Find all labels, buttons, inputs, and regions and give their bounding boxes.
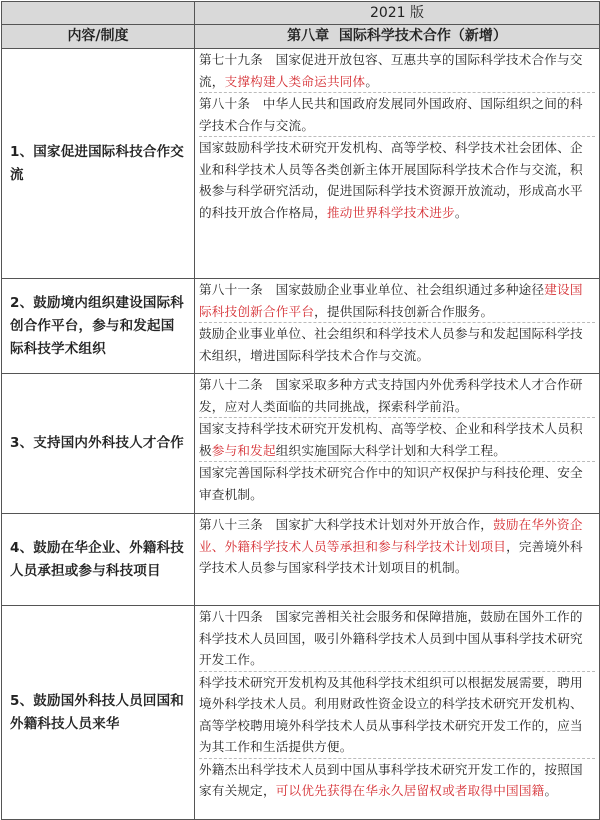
article-paragraph: 第八十条 中华人民共和国政府发展同外国政府、国际组织之间的科学技术合作与交流。 (199, 92, 595, 136)
table-row (2, 514, 600, 606)
article-paragraph (199, 279, 595, 322)
text-span: 组织实施国际大科学计划和大科学工程。 (275, 442, 507, 458)
comparison-table (1, 1, 600, 820)
version-header-row (2, 2, 600, 25)
article-paragraph (199, 758, 595, 802)
row-content (195, 606, 600, 820)
row-title: 3、支持国内外科技人才合作 (2, 374, 195, 514)
column-header-right: 第八章 国际科学技术合作（新增） (195, 25, 600, 49)
article-paragraph: 第八十四条 国家完善相关社会服务和保障措施，鼓励在国外工作的科学技术人员回国，吸引外籍科学技术人员到中国从事科学技术研究开发工作。 (199, 609, 583, 667)
table-row (2, 374, 600, 514)
table-row (2, 279, 600, 374)
row-title: 2、鼓励境内组织建设国际科创合作平台，参与和发起国际科技学术组织 (2, 279, 195, 374)
highlight-text: 推动世界科学技术进步 (326, 204, 455, 220)
table-row (2, 606, 600, 820)
article-paragraph (199, 49, 595, 92)
text-span: ，提供国际科技创新合作服务。 (314, 303, 494, 319)
highlight-text: 建设国际科技创新合作平台 (199, 282, 583, 319)
row-title: 1、国家促进国际科技合作交流 (2, 49, 195, 279)
version-label: 2021 版 (195, 2, 600, 25)
article-paragraph (199, 136, 595, 223)
highlight-text: 参与和发起 (211, 442, 276, 458)
text-span: 第七十九条 国家促进开放包容、互惠共享的国际科学技术合作与交流， (199, 52, 583, 89)
article-paragraph (199, 514, 595, 579)
text-span: 外籍杰出科学技术人员到中国从事科学技术研究开发工作的，按照国家有关规定， (199, 761, 583, 798)
version-header-empty (2, 2, 195, 25)
text-span: 。 (544, 783, 558, 798)
column-header-row (2, 25, 600, 49)
article-paragraph: 科学技术研究开发机构及其他科学技术组织可以根据发展需要，聘用境外科学技术人员。利用财政性资金设立的科学技术研究开发机构、高等学校聘用境外科学技术人员从事科学技术研究开发工作的，应当为其工作和生活提供方便。 (199, 671, 595, 758)
text-span: 第八十一条 国家鼓励企业事业单位、社会组织通过多种途径 (199, 282, 545, 297)
article-paragraph: 第八十二条 国家采取多种方式支持国内外优秀科学技术人才合作研发，应对人类面临的共同挑战，探索科学前沿。 (199, 377, 583, 414)
highlight-text: 可以优先获得在华永久居留权或者取得中国国籍 (275, 783, 545, 798)
article-paragraph: 鼓励企业事业单位、社会组织和科学技术人员参与和发起国际科学技术组织，增进国际科学技术合作与交流。 (199, 322, 595, 366)
row-title: 5、鼓励国外科技人员回国和外籍科技人员来华 (2, 606, 195, 820)
row-content (195, 374, 600, 514)
text-span: 。 (365, 73, 379, 89)
row-title: 4、鼓励在华企业、外籍科技人员承担或参与科技项目 (2, 514, 195, 606)
row-content (195, 514, 600, 606)
highlight-text: 支撑构建人类命运共同体 (224, 73, 366, 89)
row-content (195, 279, 600, 374)
text-span: 国家支持科学技术研究开发机构、高等学校、企业和科学技术人员积极 (199, 421, 583, 458)
column-header-left: 内容/制度 (2, 25, 195, 49)
text-span: 国家鼓励科学技术研究开发机构、高等学校、科学技术社会团体、企业和科学技术人员等各类创新主体开展国际科学技术合作与交流，积极参与科学研究活动，促进国际科学技术资源开放流动，形成高水平的科技开放合作格局， (199, 140, 583, 220)
highlight-text: 鼓励在华外资企业、外籍科学技术人员等承担和参与科学技术计划项目 (199, 517, 583, 554)
article-paragraph: 国家完善国际科学技术研究合作中的知识产权保护与科技伦理、安全审查机制。 (199, 461, 595, 505)
article-paragraph (199, 417, 595, 461)
table-row (2, 49, 600, 279)
text-span: 。 (454, 204, 468, 220)
row-content (195, 49, 600, 279)
text-span: 第八十三条 国家扩大科学技术计划对外开放合作， (199, 517, 494, 532)
text-span: ，完善境外科学技术人员参与国家科学技术计划项目的机制。 (199, 538, 583, 575)
